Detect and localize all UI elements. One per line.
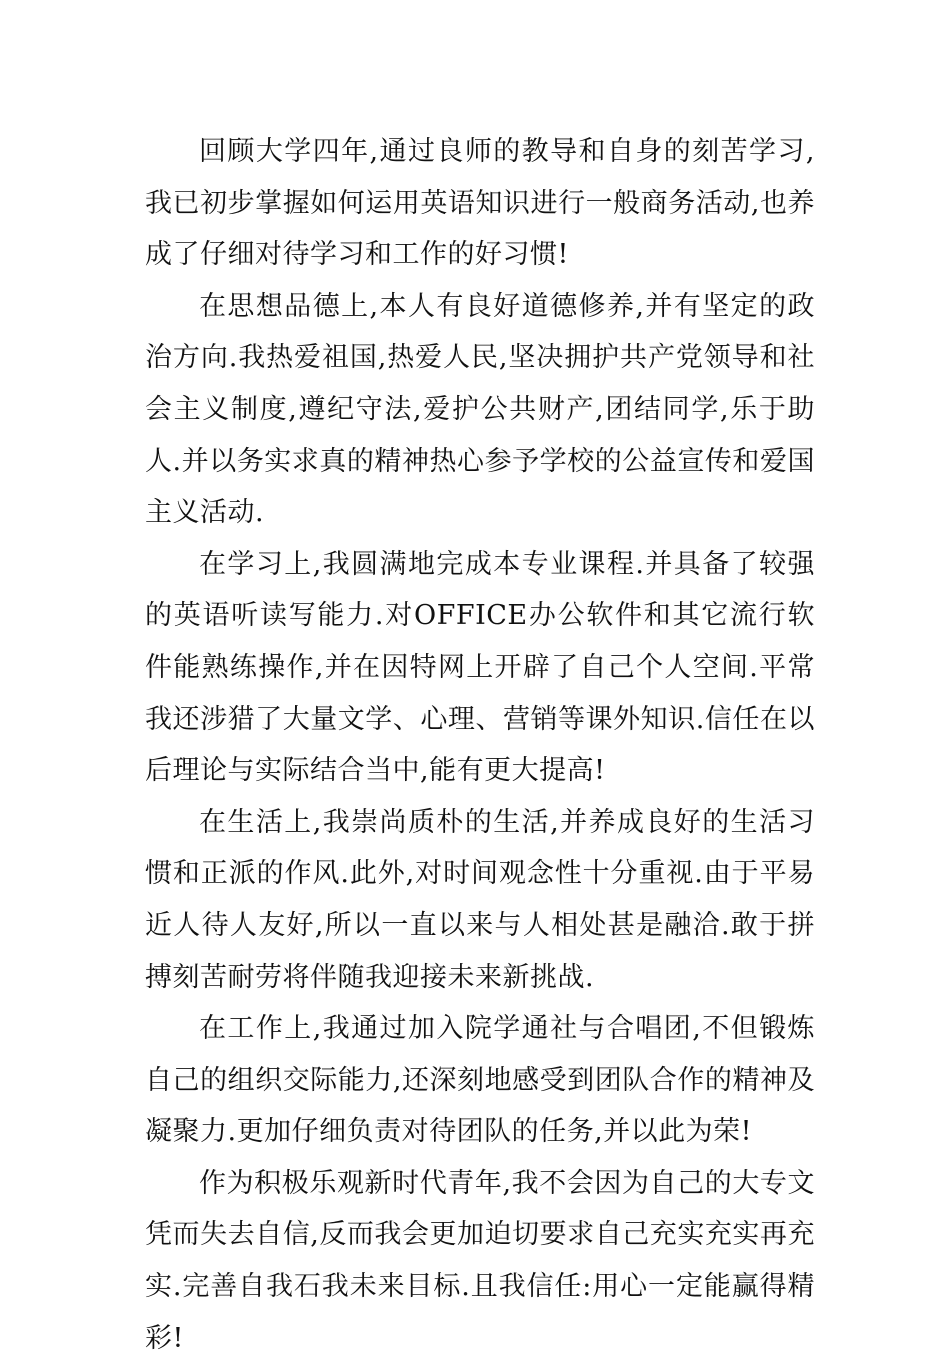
document-body: [145, 126, 815, 1364]
paragraph-life: 在生活上,我崇尚质朴的生活,并养成良好的生活习惯和正派的作风.此外,对时间观念性十分重视.由于平易近人待人友好,所以一直以来与人相处甚是融洽.敢于拼搏刻苦耐劳将伴随我迎接未来新挑战.: [145, 806, 815, 993]
paragraph-conclusion: 作为积极乐观新时代青年,我不会因为自己的大专文凭而失去自信,反而我会更加迫切要求自己充实充实再充实.完善自我石我未来目标.且我信任:用心一定能赢得精彩!: [145, 1167, 815, 1354]
paragraph-study: 在学习上,我圆满地完成本专业课程.并具备了较强的英语听读写能力.对OFFICE办公软件和其它流行软件能熟练操作,并在因特网上开辟了自己个人空间.平常我还涉猎了大量文学、心理、营销等课外知识.信任在以后理论与实际结合当中,能有更大提高!: [145, 548, 815, 787]
paragraph-moral-character: 在思想品德上,本人有良好道德修养,并有坚定的政治方向.我热爱祖国,热爱人民,坚决拥护共产党领导和社会主义制度,遵纪守法,爱护公共财产,团结同学,乐于助人.并以务实求真的精神热心参予学校的公益宣传和爱国主义活动.: [145, 290, 815, 529]
paragraph-work: 在工作上,我通过加入院学通社与合唱团,不但锻炼自己的组织交际能力,还深刻地感受到团队合作的精神及凝聚力.更加仔细负责对待团队的任务,并以此为荣!: [145, 1013, 815, 1148]
paragraph-review: 回顾大学四年,通过良师的教导和自身的刻苦学习,我已初步掌握如何运用英语知识进行一般商务活动,也养成了仔细对待学习和工作的好习惯!: [145, 136, 815, 271]
